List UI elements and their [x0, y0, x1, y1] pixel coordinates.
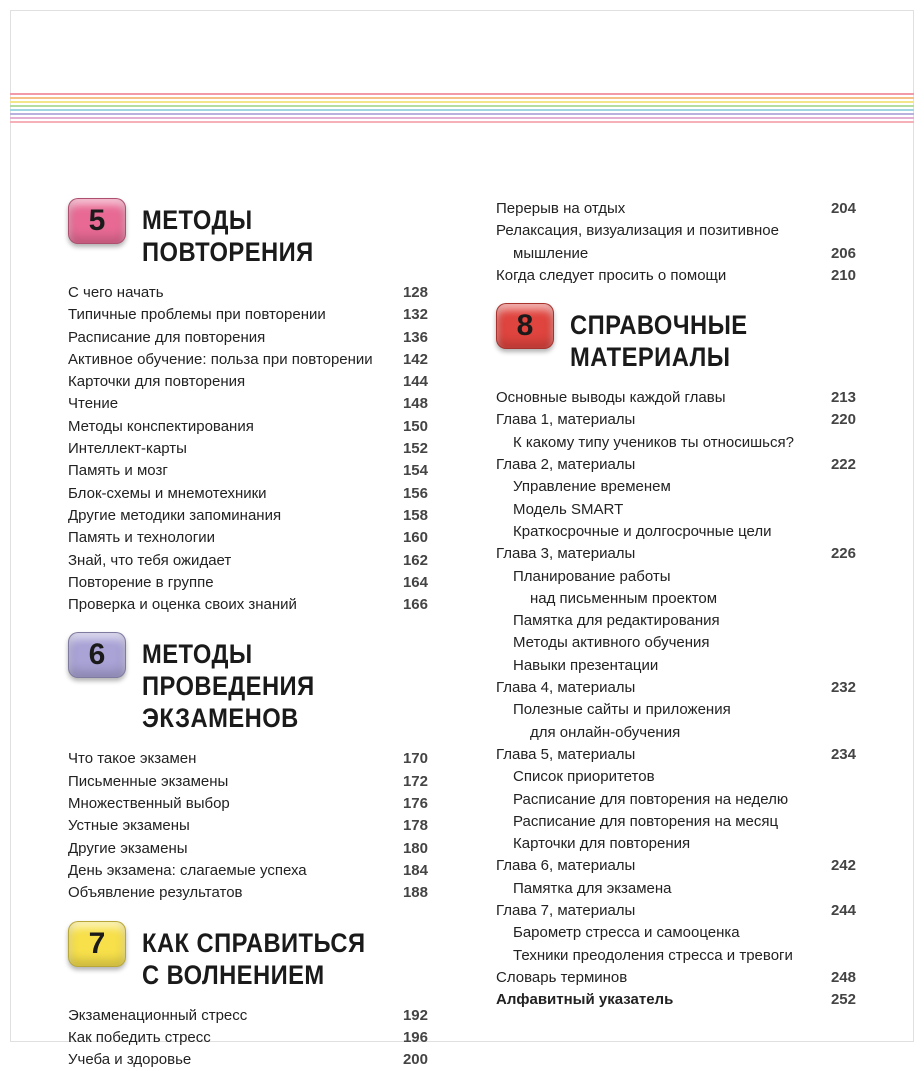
- toc-entry[interactable]: Перерыв на отдых 204: [496, 200, 856, 217]
- chapter-number-badge: 5: [68, 198, 126, 244]
- toc-entry[interactable]: Основные выводы каждой главы 213: [496, 389, 856, 407]
- toc-entry[interactable]: Письменные экзамены 172: [68, 772, 428, 790]
- toc-entry[interactable]: Расписание для повторения 136: [68, 328, 428, 346]
- toc-entry[interactable]: Глава 6, материалы 242: [496, 857, 856, 875]
- chapter-5-heading: [68, 198, 428, 268]
- toc-entry[interactable]: Глава 7, материалы 244: [496, 902, 856, 920]
- toc-subentry[interactable]: Список приоритетов: [513, 768, 655, 786]
- toc-entry[interactable]: Устные экзамены 178: [68, 817, 428, 835]
- chapter-7-entries-right: [496, 198, 856, 287]
- toc-subentry[interactable]: Модель SMART: [513, 500, 624, 518]
- toc-entry[interactable]: Карточки для повторения 144: [68, 373, 428, 391]
- toc-subentry[interactable]: Барометр стресса и самооценка: [513, 924, 740, 942]
- toc-entry[interactable]: Блок-схемы и мнемотехники 156: [68, 484, 428, 502]
- toc-subentry[interactable]: Памятка для экзамена: [513, 879, 672, 897]
- chapter-7-entries-left: [68, 1005, 428, 1071]
- toc-left-column: [68, 198, 428, 1071]
- toc-entry[interactable]: Словарь терминов 248: [496, 968, 856, 986]
- toc-subentry[interactable]: Расписание для повторения на месяц: [513, 812, 779, 830]
- toc-subentry[interactable]: Расписание для повторения на неделю: [513, 790, 789, 808]
- chapter-title: СПРАВОЧНЫЕ МАТЕРИАЛЫ: [570, 310, 748, 373]
- toc-entry[interactable]: Глава 1, материалы 220: [496, 411, 856, 429]
- toc-entry[interactable]: Экзаменационный стресс 192: [68, 1006, 428, 1024]
- toc-entry[interactable]: Повторение в группе 164: [68, 573, 428, 591]
- toc-right-column: [496, 198, 856, 1012]
- toc-subentry[interactable]: Управление временем: [513, 478, 671, 496]
- toc-entry[interactable]: Как победить стресс 196: [68, 1028, 428, 1046]
- toc-entry[interactable]: Релаксация, визуализация и позитивное мышление 206: [496, 222, 856, 262]
- toc-entry[interactable]: Множественный выбор 176: [68, 795, 428, 813]
- chapter-title: МЕТОДЫ ПРОВЕДЕНИЯ ЭКЗАМЕНОВ: [142, 639, 315, 734]
- toc-subentry[interactable]: Памятка для редактирования: [513, 612, 720, 630]
- toc-entry[interactable]: Глава 3, материалы 226: [496, 545, 856, 563]
- toc-subentry[interactable]: К какому типу учеников ты относишься?: [513, 433, 794, 451]
- toc-entry[interactable]: Алфавитный указатель 252: [496, 991, 856, 1009]
- toc-subentry[interactable]: Техники преодоления стресса и тревоги: [513, 946, 793, 964]
- chapter-6-entries: [68, 748, 428, 904]
- toc-subentry[interactable]: Карточки для повторения: [513, 835, 691, 853]
- toc-entry[interactable]: Когда следует просить о помощи 210: [496, 266, 856, 284]
- toc-entry[interactable]: Другие экзамены 180: [68, 839, 428, 857]
- toc-subentry[interactable]: Планирование работы над письменным проектом: [513, 567, 718, 607]
- toc-entry[interactable]: Память и мозг 154: [68, 462, 428, 480]
- toc-entry[interactable]: Глава 2, материалы 222: [496, 456, 856, 474]
- chapter-number-badge: 6: [68, 632, 126, 678]
- chapter-number-badge: 8: [496, 303, 554, 349]
- toc-entry[interactable]: Другие методики запоминания 158: [68, 506, 428, 524]
- chapter-8-heading: [496, 303, 856, 373]
- chapter-6-heading: [68, 632, 428, 734]
- toc-entry[interactable]: Активное обучение: польза при повторении 142: [68, 350, 428, 368]
- toc-subentry[interactable]: Методы активного обучения: [513, 634, 710, 652]
- toc-entry[interactable]: Чтение 148: [68, 395, 428, 413]
- toc-entry[interactable]: День экзамена: слагаемые успеха 184: [68, 861, 428, 879]
- chapter-title: КАК СПРАВИТЬСЯ С ВОЛНЕНИЕМ: [142, 927, 366, 990]
- toc-entry[interactable]: Типичные проблемы при повторении 132: [68, 306, 428, 324]
- toc-subentry[interactable]: Полезные сайты и приложения для онлайн-обучения: [513, 701, 731, 741]
- toc-subentry[interactable]: Краткосрочные и долгосрочные цели: [513, 522, 772, 540]
- toc-entry[interactable]: Интеллект-карты 152: [68, 440, 428, 458]
- toc-entry[interactable]: Глава 5, материалы 234: [496, 745, 856, 763]
- rainbow-stripes: [10, 93, 914, 127]
- chapter-8-entries: [496, 387, 856, 1011]
- toc-subentry[interactable]: Навыки презентации: [513, 656, 659, 674]
- toc-entry[interactable]: Глава 4, материалы 232: [496, 679, 856, 697]
- chapter-number-badge: 7: [68, 921, 126, 967]
- toc-entry[interactable]: Учеба и здоровье 200: [68, 1051, 428, 1069]
- chapter-title: МЕТОДЫ ПОВТОРЕНИЯ: [142, 205, 314, 267]
- toc-entry[interactable]: Проверка и оценка своих знаний 166: [68, 596, 428, 614]
- toc-entry[interactable]: Что такое экзамен 170: [68, 750, 428, 768]
- toc-entry[interactable]: Память и технологии 160: [68, 529, 428, 547]
- chapter-7-heading: [68, 921, 428, 991]
- toc-entry[interactable]: С чего начать 128: [68, 284, 428, 301]
- toc-entry[interactable]: Методы конспектирования 150: [68, 417, 428, 435]
- toc-entry[interactable]: Знай, что тебя ожидает 162: [68, 551, 428, 569]
- chapter-5-entries: [68, 282, 428, 616]
- toc-entry[interactable]: Объявление результатов 188: [68, 884, 428, 902]
